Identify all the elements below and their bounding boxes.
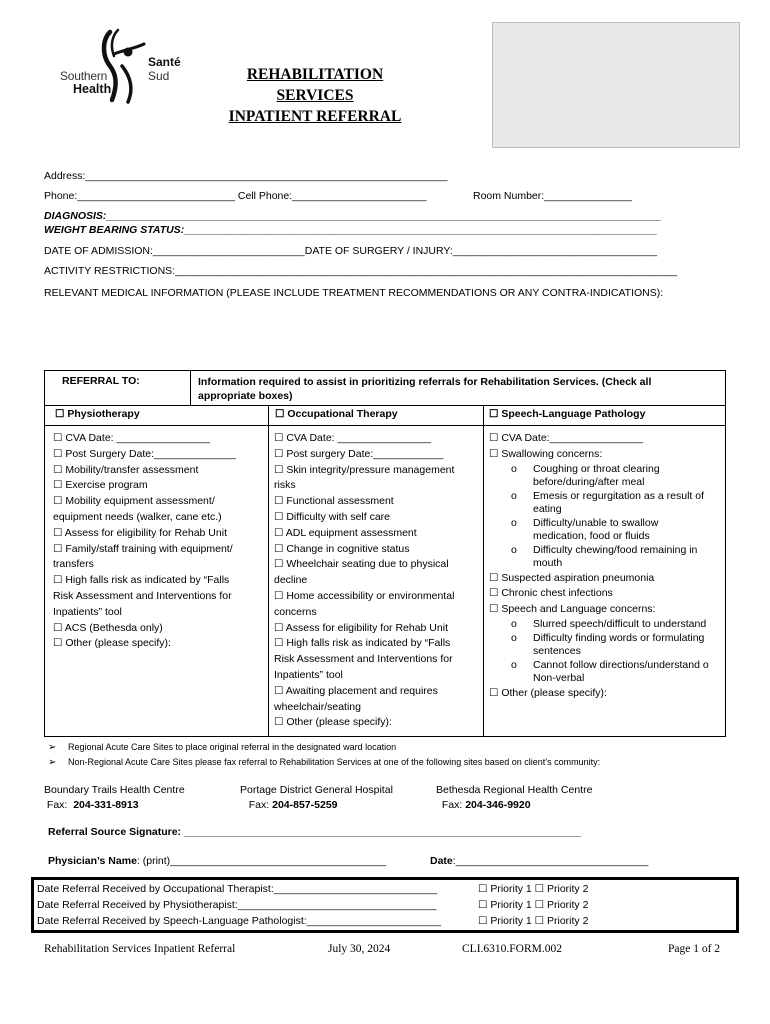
speech-language-checkbox[interactable]: ☐ Speech-Language Pathology: [489, 408, 646, 420]
title-line-1: REHABILITATION: [246, 66, 384, 83]
slp-priority-checkboxes[interactable]: ☐ Priority 1 ☐ Priority 2: [478, 915, 589, 927]
physio-item[interactable]: ☐ Mobility equipment assessment/: [53, 495, 215, 508]
ot-item[interactable]: ☐ Post surgery Date:____________: [274, 447, 444, 460]
relevant-medical-info-label: RELEVANT MEDICAL INFORMATION (PLEASE INCLUDE TREATMENT RECOMMENDATIONS OR ANY CONTRA-INDICATIONS):: [44, 287, 664, 299]
slp-other-checkbox[interactable]: ☐ Other (please specify):: [489, 686, 607, 699]
speech-sub-item: o Difficulty finding words or formulating sentences: [511, 631, 705, 657]
physio-item[interactable]: ☐ Family/staff training with equipment/: [53, 542, 233, 555]
ot-item[interactable]: ☐ Functional assessment: [274, 495, 394, 508]
ot-item[interactable]: ☐ Home accessibility or environmental: [274, 589, 455, 602]
received-slp-field[interactable]: Date Referral Received by Speech-Language Pathologist:_______________________: [37, 915, 441, 927]
ot-item[interactable]: ☐ Other (please specify):: [274, 716, 392, 729]
site-portage: Portage District General Hospital Fax: 204-857-5259: [240, 784, 393, 811]
logo-health: Health: [73, 82, 112, 96]
info-line-1: Information required to assist in prioritizing referrals for Rehabilitation Services. (Check all: [198, 376, 652, 388]
ot-item[interactable]: ☐ Change in cognitive status: [274, 542, 410, 555]
date-field[interactable]: Date:_________________________________: [430, 855, 649, 867]
weight-bearing-field[interactable]: WEIGHT BEARING STATUS:_________________________________________________________________________________: [44, 224, 658, 236]
speech-sub-item: o Slurred speech/difficult to understand: [511, 617, 707, 630]
info-line-2: appropriate boxes): [198, 390, 293, 402]
ot-item[interactable]: ☐ ADL equipment assessment: [274, 526, 417, 539]
logo-sante: Santé: [148, 55, 181, 69]
physio-item[interactable]: ☐ Assess for eligibility for Rehab Unit: [53, 526, 227, 539]
slp-aspiration-checkbox[interactable]: ☐ Suspected aspiration pneumonia: [489, 571, 655, 584]
non-regional-note: ➢ Non-Regional Acute Care Sites please fax referral to Rehabilitation Services at one of the following sites based on client’s community:: [48, 757, 601, 768]
ot-item[interactable]: ☐ Skin integrity/pressure management: [274, 463, 455, 476]
prioritizing-info: [198, 375, 651, 403]
physiotherapy-checkbox[interactable]: ☐ Physiotherapy: [55, 408, 140, 420]
title-line-2: SERVICES: [276, 87, 354, 104]
swallow-sub-item: o Emesis or regurgitation as a result of eating: [511, 489, 704, 515]
ot-item[interactable]: ☐ CVA Date: ________________: [274, 432, 431, 444]
speech-sub-item: o Cannot follow directions/understand o Non-verbal: [511, 658, 709, 684]
ot-item[interactable]: ☐ Wheelchair seating due to physical: [274, 558, 449, 571]
ot-item[interactable]: ☐ High falls risk as indicated by “Falls: [274, 637, 451, 650]
physio-item[interactable]: ☐ Exercise program: [53, 479, 148, 492]
room-number-field[interactable]: Room Number:_______________: [473, 190, 632, 202]
footer-form-name: Rehabilitation Services Inpatient Referral: [44, 943, 236, 955]
physio-item[interactable]: ☐ Post Surgery Date:______________: [53, 447, 236, 460]
occupational-therapy-checkbox[interactable]: ☐ Occupational Therapy: [275, 408, 398, 420]
physio-item[interactable]: ☐ Mobility/transfer assessment: [53, 463, 199, 476]
physio-item: transfers: [53, 558, 94, 571]
address-field[interactable]: Address:______________________________________________________________: [44, 170, 448, 182]
arrow-icon: ➢: [48, 742, 57, 753]
physio-item[interactable]: ☐ ACS (Bethesda only): [53, 621, 163, 634]
date-received-box: [31, 877, 739, 933]
site-bethesda: Bethesda Regional Health Centre Fax: 204-346-9920: [436, 784, 593, 811]
ot-item[interactable]: ☐ Awaiting placement and requires: [274, 684, 438, 697]
ot-item: Inpatients” tool: [274, 668, 343, 681]
footer-date: July 30, 2024: [328, 943, 391, 955]
title-line-3: INPATIENT REFERRAL: [228, 108, 402, 125]
form-title: [200, 64, 430, 127]
referral-to-label: REFERRAL TO:: [62, 375, 140, 387]
swallow-sub-item: o Difficulty/unable to swallow medication, food or fluids: [511, 516, 659, 542]
physio-item: Inpatients” tool: [53, 605, 122, 618]
slp-cva-checkbox[interactable]: ☐ CVA Date:________________: [489, 432, 644, 444]
ot-item: wheelchair/seating: [274, 700, 361, 713]
received-pt-field[interactable]: Date Referral Received by Physiotherapist:__________________________________: [37, 899, 437, 911]
ot-priority-checkboxes[interactable]: ☐ Priority 1 ☐ Priority 2: [478, 883, 589, 895]
physio-item: Risk Assessment and Interventions for: [53, 589, 232, 602]
southern-health-logo: [58, 26, 198, 106]
footer-page-number: Page 1 of 2: [668, 943, 721, 955]
physio-item[interactable]: ☐ CVA Date: ________________: [53, 432, 210, 444]
referral-source-signature[interactable]: Referral Source Signature: ____________________________________________________________________: [48, 826, 582, 838]
physiotherapy-items: [53, 431, 265, 652]
physician-name-field[interactable]: Physician’s Name: (print)_____________________________________: [48, 855, 387, 867]
footer-form-code: CLI.6310.FORM.002: [462, 943, 562, 955]
physio-item[interactable]: ☐ High falls risk as indicated by “Falls: [53, 574, 230, 587]
occupational-therapy-items: [274, 431, 482, 731]
physio-item[interactable]: ☐ Other (please specify):: [53, 637, 171, 650]
activity-restrictions-field[interactable]: ACTIVITY RESTRICTIONS:______________________________________________________________________________________: [44, 265, 678, 277]
ot-item: decline: [274, 574, 308, 587]
logo-southern: Southern: [60, 69, 108, 83]
ot-item[interactable]: ☐ Difficulty with self care: [274, 510, 391, 523]
ot-item[interactable]: ☐ Assess for eligibility for Rehab Unit: [274, 621, 448, 634]
phone-field[interactable]: Phone:___________________________ Cell Phone:_______________________: [44, 190, 427, 202]
patient-label-area: [492, 22, 740, 148]
ot-item: Risk Assessment and Interventions for: [274, 653, 453, 666]
slp-chest-checkbox[interactable]: ☐ Chronic chest infections: [489, 587, 613, 600]
received-ot-field[interactable]: Date Referral Received by Occupational Therapist:____________________________: [37, 883, 438, 895]
pt-priority-checkboxes[interactable]: ☐ Priority 1 ☐ Priority 2: [478, 899, 589, 911]
speech-language-items: [489, 431, 725, 702]
site-boundary-trails: Boundary Trails Health Centre Fax: 204-331-8913: [44, 784, 185, 811]
swallow-sub-item: o Difficulty chewing/food remaining in mouth: [511, 543, 698, 569]
slp-speech-checkbox[interactable]: ☐ Speech and Language concerns:: [489, 603, 656, 616]
referral-table: [44, 370, 726, 737]
slp-swallowing-checkbox[interactable]: ☐ Swallowing concerns:: [489, 447, 603, 460]
swallow-sub-item: o Coughing or throat clearing before/during/after meal: [511, 462, 660, 488]
admission-surgery-field[interactable]: DATE OF ADMISSION:__________________________DATE OF SURGERY / INJURY:___________________________________: [44, 245, 658, 257]
ot-item: risks: [274, 479, 296, 492]
diagnosis-field[interactable]: DIAGNOSIS:_______________________________________________________________________________________________: [44, 210, 662, 222]
arrow-icon: ➢: [48, 757, 57, 768]
logo-sud: Sud: [148, 69, 170, 83]
regional-note: ➢ Regional Acute Care Sites to place original referral in the designated ward location: [48, 742, 397, 753]
ot-item: concerns: [274, 605, 317, 618]
physio-item: equipment needs (walker, cane etc.): [53, 510, 222, 523]
